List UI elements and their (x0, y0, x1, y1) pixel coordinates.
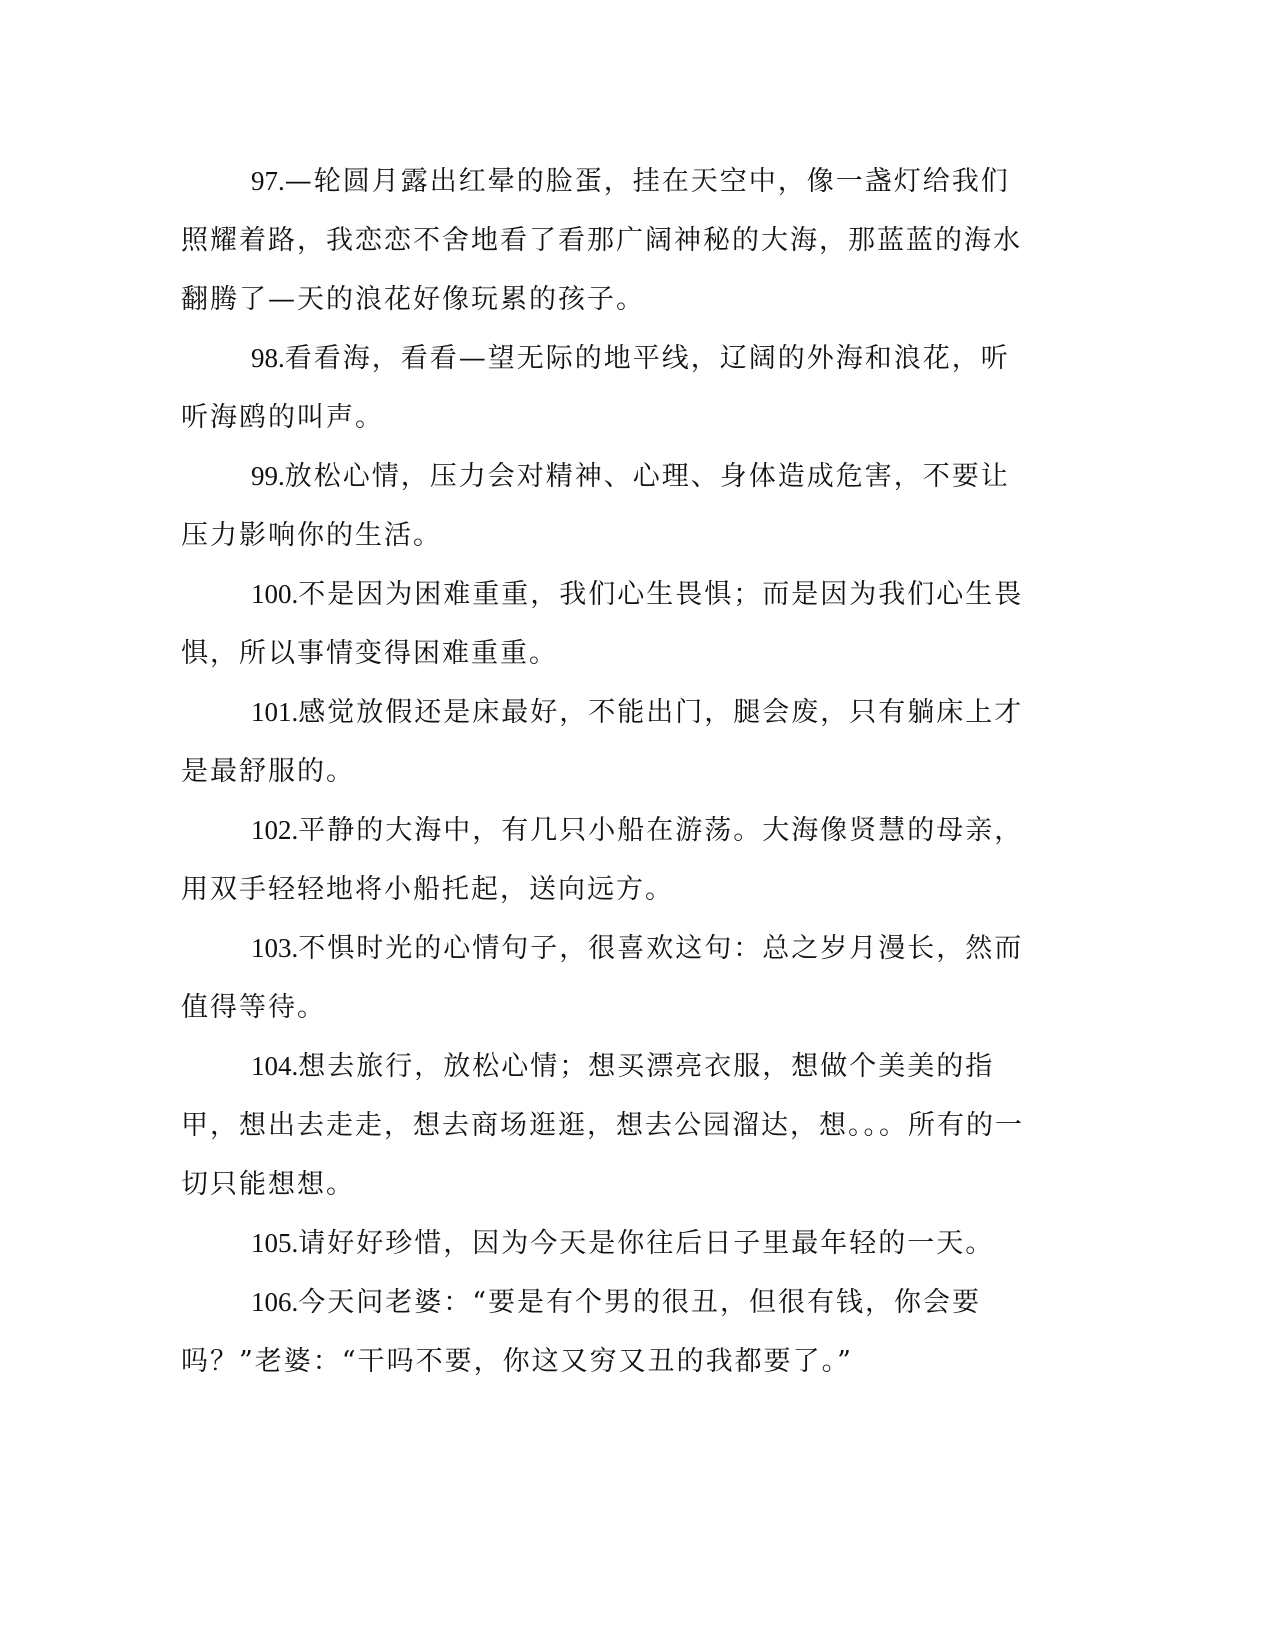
paragraph-text: —轮圆月露出红晕的脸蛋，挂在天空中，像一盏灯给我们照耀着路，我恋恋不舍地看了看那广阔神秘的大海，那蓝蓝的海水翻腾了—天的浪花好像玩累的孩子。 (181, 166, 1022, 315)
paragraph-text: 放松心情，压力会对精神、心理、身体造成危害，不要让压力影响你的生活。 (181, 461, 1010, 551)
paragraph-101 (181, 683, 1037, 801)
paragraph-number: 98. (251, 343, 285, 373)
paragraph-text: 不是因为困难重重，我们心生畏惧；而是因为我们心生畏惧，所以事情变得困难重重。 (181, 579, 1024, 669)
paragraph-text: 平静的大海中，有几只小船在游荡。大海像贤慧的母亲，用双手轻轻地将小船托起，送向远方。 (181, 815, 1024, 905)
paragraph-number: 104. (251, 1051, 299, 1081)
paragraph-number: 99. (251, 461, 285, 491)
paragraph-number: 106. (251, 1287, 299, 1317)
paragraph-106 (181, 1273, 1037, 1391)
paragraph-number: 102. (251, 815, 299, 845)
paragraph-text: 想去旅行，放松心情；想买漂亮衣服，想做个美美的指甲，想出去走走，想去商场逛逛，想去公园溜达，想。。。所有的一切只能想想。 (181, 1051, 1024, 1200)
paragraph-text: 请好好珍惜，因为今天是你往后日子里最年轻的一天。 (298, 1228, 995, 1259)
paragraph-text: 今天问老婆：“要是有个男的很丑，但很有钱，你会要吗？”老婆：“干吗不要，你这又穷又丑的我都要了。” (181, 1287, 982, 1377)
paragraph-text: 看看海，看看—望无际的地平线，辽阔的外海和浪花，听听海鸥的叫声。 (181, 343, 1010, 433)
paragraph-97 (181, 152, 1037, 329)
paragraph-text: 感觉放假还是床最好，不能出门，腿会废，只有躺床上才是最舒服的。 (181, 697, 1024, 787)
document-body (181, 152, 1037, 1391)
paragraph-number: 101. (251, 697, 299, 727)
paragraph-99 (181, 447, 1037, 565)
paragraph-100 (181, 565, 1037, 683)
paragraph-98 (181, 329, 1037, 447)
paragraph-number: 105. (251, 1228, 299, 1258)
paragraph-104 (181, 1037, 1037, 1214)
paragraph-number: 97. (251, 166, 285, 196)
paragraph-number: 100. (251, 579, 299, 609)
paragraph-103 (181, 919, 1037, 1037)
paragraph-105 (181, 1214, 1037, 1273)
paragraph-number: 103. (251, 933, 299, 963)
paragraph-text: 不惧时光的心情句子，很喜欢这句：总之岁月漫长，然而值得等待。 (181, 933, 1024, 1023)
paragraph-102 (181, 801, 1037, 919)
